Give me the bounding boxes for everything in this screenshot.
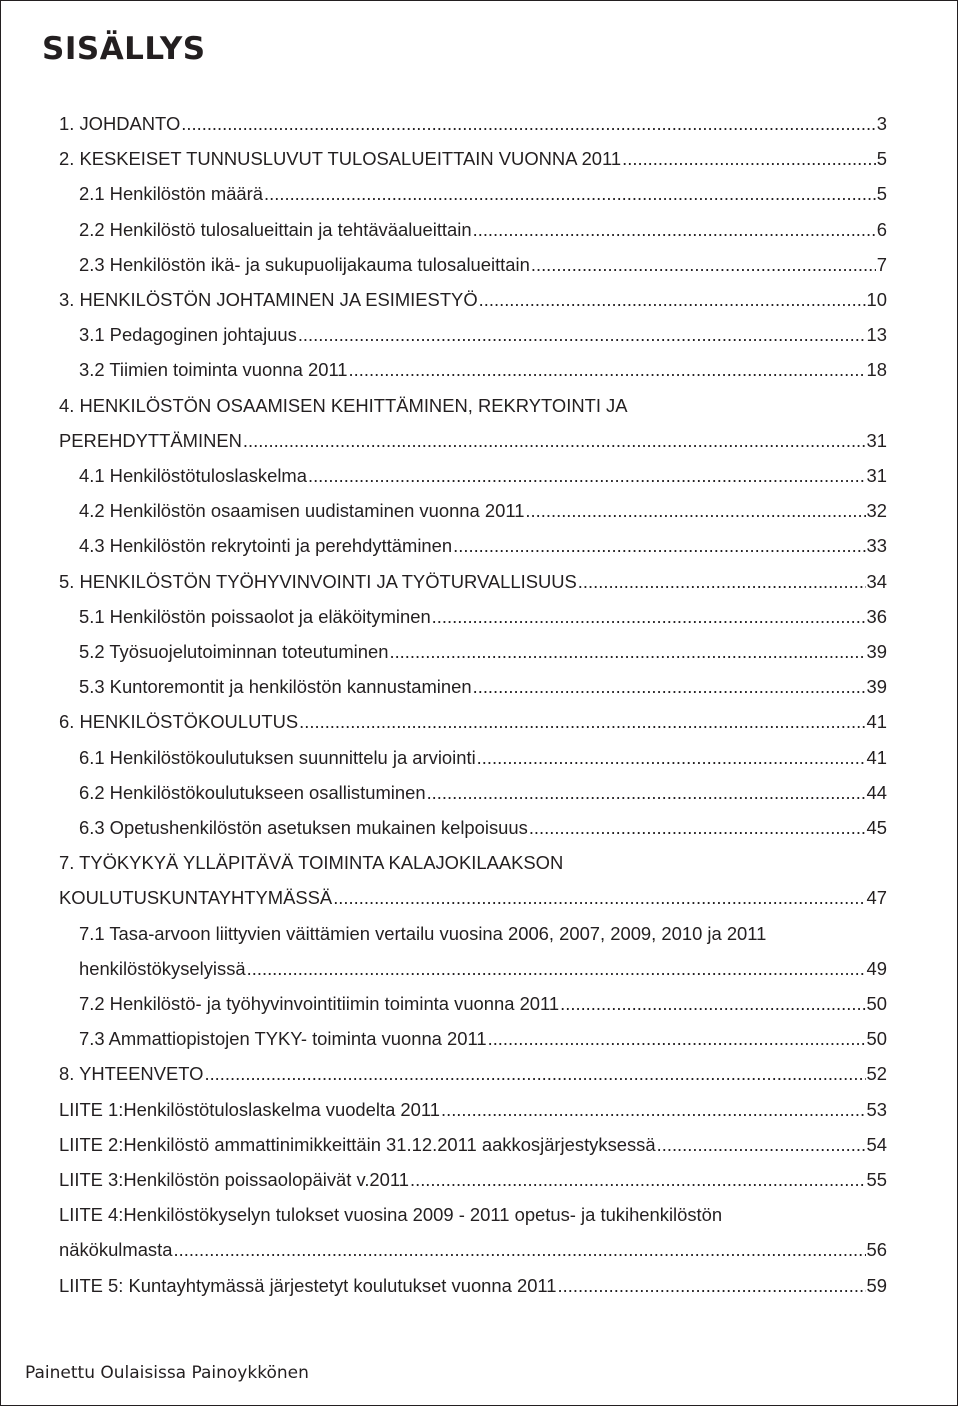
toc-entry [79, 916, 766, 952]
toc-entry-title: henkilöstökyselyissä [79, 957, 246, 979]
toc-page-number: 13 [866, 324, 887, 346]
toc-entry [59, 1162, 887, 1198]
toc-entry-title: 5.2 Työsuojelutoiminnan toteutuminen [79, 641, 389, 662]
toc-entry-title: 5.1 Henkilöstön poissaolot ja eläköityminen [79, 605, 431, 627]
toc-entry-title: LIITE 2:Henkilöstö ammattinimikkeittäin 31.12.2011 aakkosjärjestyksessä [59, 1133, 656, 1155]
toc-page-number: 53 [866, 1098, 887, 1120]
toc-entry [79, 247, 887, 283]
toc-page-number: 6 [876, 218, 887, 240]
toc-entry [59, 1127, 887, 1163]
toc-page-number: 7 [876, 253, 887, 275]
toc-dot-leader [529, 810, 866, 846]
toc-entry-title: 8. YHTEENVETO [59, 1063, 204, 1085]
toc-entry-title: 3.2 Tiimien toiminta vuonna 2011 [79, 359, 348, 381]
printer-footer: Painettu Oulaisissa Painoykkönen [25, 1363, 309, 1383]
toc-entry-title: 2.2 Henkilöstö tulosalueittain ja tehtäväalueittain [79, 218, 472, 240]
toc-dot-leader [308, 458, 866, 494]
toc-entry-title: 6.3 Opetushenkilöstön asetuksen mukainen kelpoisuus [79, 817, 528, 838]
toc-entry-title: 3.1 Pedagoginen johtajuus [79, 324, 297, 346]
toc-page-number: 5 [876, 148, 887, 170]
toc-dot-leader [299, 704, 865, 740]
toc-dot-leader [558, 1268, 866, 1304]
toc-entry [59, 1197, 722, 1233]
toc-dot-leader [247, 951, 866, 987]
toc-entry-title: 7.1 Tasa-arvoon liittyvien väittämien vertailu vuosina 2006, 2007, 2009, 2010 ja 2011 [79, 922, 767, 944]
toc-page-number: 18 [866, 359, 887, 381]
toc-dot-leader [173, 1232, 865, 1268]
toc-page-number: 55 [866, 1169, 887, 1190]
toc-dot-leader [389, 634, 865, 670]
toc-entry-title: LIITE 4:Henkilöstökyselyn tulokset vuosina 2009 - 2011 opetus- ja tukihenkilöstön [59, 1204, 723, 1226]
toc-entry [79, 986, 887, 1022]
toc-entry-title: 5.3 Kuntoremontit ja henkilöstön kannustaminen [79, 676, 472, 698]
toc-entry-title: 2.1 Henkilöstön määrä [79, 183, 264, 205]
toc-dot-leader [453, 528, 865, 564]
toc-dot-leader [473, 669, 866, 705]
toc-entry [79, 775, 887, 811]
toc-dot-leader [333, 880, 865, 916]
toc-page-number: 33 [866, 535, 887, 557]
toc-entry [59, 1232, 887, 1268]
toc-entry [79, 176, 887, 212]
toc-dot-leader [349, 352, 866, 388]
toc-entry [79, 669, 887, 705]
toc-dot-leader [298, 317, 866, 353]
toc-dot-leader [578, 564, 866, 600]
toc-page-number: 50 [866, 1028, 887, 1050]
toc-entry-title: LIITE 3:Henkilöstön poissaolopäivät v.2011 [59, 1169, 409, 1190]
toc-dot-leader [432, 599, 866, 635]
toc-entry-title: 1. JOHDANTO [59, 113, 181, 134]
toc-page-number: 3 [876, 113, 887, 134]
toc-page-number: 36 [866, 605, 887, 627]
toc-dot-leader [479, 282, 866, 318]
toc-entry-title: 6.1 Henkilöstökoulutuksen suunnittelu ja arviointi [79, 746, 476, 768]
toc-entry [79, 528, 887, 564]
toc-entry-title: 2. KESKEISET TUNNUSLUVUT TULOSALUEITTAIN VUONNA 2011 [59, 148, 622, 170]
toc-entry [59, 1092, 887, 1128]
toc-page-number: 41 [866, 746, 887, 768]
toc-entry [59, 388, 628, 424]
toc-dot-leader [204, 1056, 865, 1092]
toc-entry [79, 599, 887, 635]
toc-page-number: 32 [866, 500, 887, 522]
toc-entry [79, 317, 887, 353]
toc-entry [79, 634, 887, 670]
toc-page-number: 41 [866, 711, 887, 733]
toc-entry-title: PEREHDYTTÄMINEN [59, 429, 242, 451]
toc-entry-title: LIITE 1:Henkilöstötuloslaskelma vuodelta 2011 [59, 1098, 440, 1120]
toc-entry-title: 4. HENKILÖSTÖN OSAAMISEN KEHITTÄMINEN, REKRYTOINTI JA [59, 394, 628, 416]
toc-entry [59, 564, 887, 600]
toc-page-number: 39 [866, 641, 887, 662]
toc-dot-leader [525, 493, 865, 529]
toc-page-number: 31 [866, 465, 887, 486]
toc-page-number: 49 [866, 957, 887, 979]
toc-entry [59, 704, 887, 740]
toc-page-number: 10 [866, 289, 887, 310]
toc-entry-title: 4.2 Henkilöstön osaamisen uudistaminen vuonna 2011 [79, 500, 525, 522]
toc-entry-title: 6. HENKILÖSTÖKOULUTUS [59, 711, 299, 733]
toc-dot-leader [410, 1162, 866, 1198]
toc-entry [59, 880, 887, 916]
toc-entry [59, 423, 887, 459]
toc-page-number: 50 [866, 993, 887, 1014]
toc-dot-leader [441, 1092, 866, 1128]
toc-dot-leader [473, 212, 876, 248]
page-title: SISÄLLYS [42, 31, 206, 67]
toc-entry [79, 951, 887, 987]
toc-page-number: 54 [866, 1133, 887, 1155]
toc-entry [79, 458, 887, 494]
toc-dot-leader [560, 986, 865, 1022]
toc-entry-title: 7.2 Henkilöstö- ja työhyvinvointitiimin toiminta vuonna 2011 [79, 993, 560, 1014]
toc-dot-leader [477, 740, 866, 776]
toc-entry-title: 7.3 Ammattiopistojen TYKY- toiminta vuonna 2011 [79, 1028, 487, 1050]
toc-dot-leader [657, 1127, 866, 1163]
toc-page-number: 47 [866, 887, 887, 909]
toc-page-number: 44 [866, 781, 887, 803]
toc-entry [79, 352, 887, 388]
toc-entry [59, 1056, 887, 1092]
toc-page-number: 52 [866, 1063, 887, 1085]
toc-entry [79, 493, 887, 529]
toc-entry [59, 106, 887, 142]
toc-entry [59, 845, 563, 881]
toc-entry [59, 282, 887, 318]
toc-page-number: 56 [866, 1239, 887, 1261]
toc-dot-leader [531, 247, 876, 283]
toc-dot-leader [264, 176, 876, 212]
toc-entry [79, 740, 887, 776]
toc-page-number: 34 [866, 570, 887, 592]
toc-entry-title: 5. HENKILÖSTÖN TYÖHYVINVOINTI JA TYÖTURVALLISUUS [59, 570, 577, 592]
toc-entry-title: 4.3 Henkilöstön rekrytointi ja perehdyttäminen [79, 535, 453, 557]
toc-page-number: 39 [866, 676, 887, 698]
toc-entry [79, 810, 887, 846]
toc-entry-title: LIITE 5: Kuntayhtymässä järjestetyt koulutukset vuonna 2011 [59, 1274, 557, 1296]
toc-entry-title: 7. TYÖKYKYÄ YLLÄPITÄVÄ TOIMINTA KALAJOKILAAKSON [59, 852, 564, 874]
toc-entry-title: 6.2 Henkilöstökoulutukseen osallistuminen [79, 781, 426, 803]
toc-entry-title: 4.1 Henkilöstötuloslaskelma [79, 465, 307, 486]
toc-entry-title: KOULUTUSKUNTAYHTYMÄSSÄ [59, 887, 333, 909]
toc-entry-title: 3. HENKILÖSTÖN JOHTAMINEN JA ESIMIESTYÖ [59, 289, 478, 310]
toc-entry [59, 1268, 887, 1304]
toc-dot-leader [243, 423, 866, 459]
toc-entry [79, 1021, 887, 1057]
toc-entry [59, 141, 887, 177]
toc-dot-leader [427, 775, 866, 811]
toc-page-number: 31 [866, 429, 887, 451]
toc-dot-leader [181, 106, 876, 142]
toc-page-number: 5 [876, 183, 887, 205]
toc-entry-title: näkökulmasta [59, 1239, 173, 1261]
toc-entry-title: 2.3 Henkilöstön ikä- ja sukupuolijakauma tulosalueittain [79, 253, 530, 275]
toc-page-number: 59 [866, 1274, 887, 1296]
toc-page-number: 45 [866, 817, 887, 838]
toc-dot-leader [488, 1021, 866, 1057]
toc-entry [79, 212, 887, 248]
toc-dot-leader [622, 141, 876, 177]
